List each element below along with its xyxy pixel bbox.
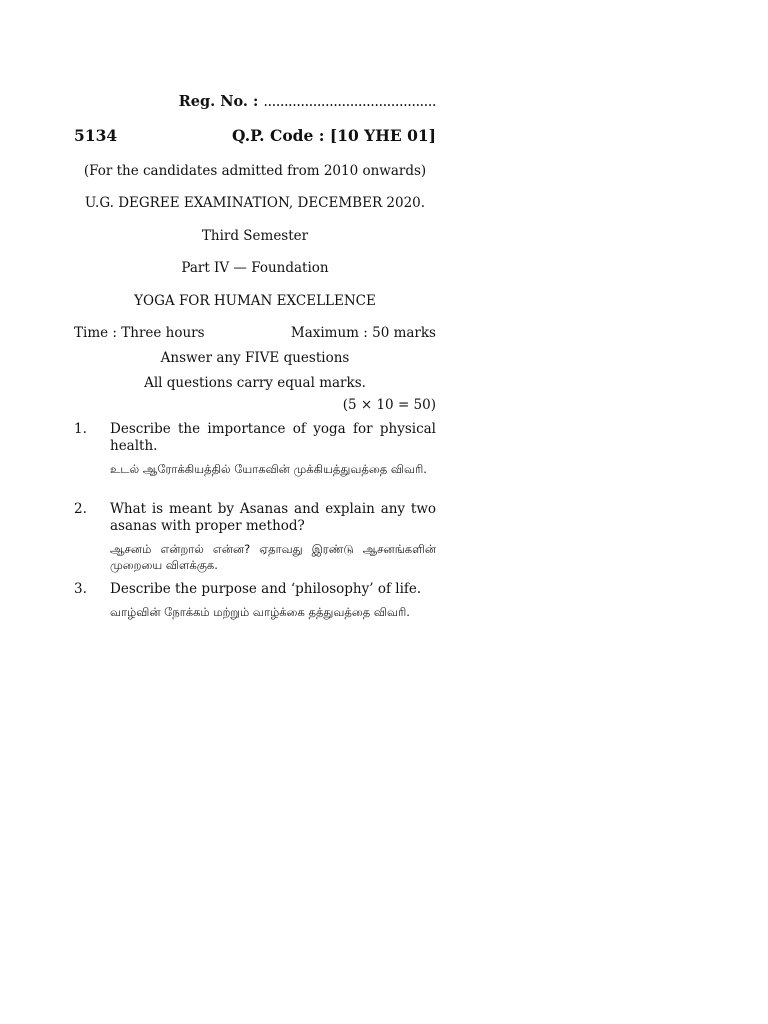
question-number: 3. xyxy=(74,581,87,597)
qp-code: Q.P. Code : [10 YHE 01] xyxy=(231,126,436,145)
paper-number: 5134 xyxy=(74,126,118,145)
question-body xyxy=(110,581,436,620)
question-text-tamil: ஆசனம் என்றால் என்ன? ஏதாவது இரண்டு ஆசனங்களின் முறையை விளக்குக. xyxy=(110,542,436,572)
question-number: 1. xyxy=(74,421,87,437)
part-title: Part IV — Foundation xyxy=(181,260,329,276)
semester: Third Semester xyxy=(201,228,309,244)
answer-instruction: Answer any FIVE questions xyxy=(160,350,350,366)
maximum-marks: Maximum : 50 marks xyxy=(290,325,436,341)
marks-formula: (5 × 10 = 50) xyxy=(342,397,436,413)
question-number: 2. xyxy=(74,501,87,517)
question-paper xyxy=(74,0,436,1024)
reg-no-label: Reg. No. : xyxy=(178,93,259,110)
question-text-english: What is meant by Asanas and explain any two asanas with proper method? xyxy=(110,501,436,534)
reg-no-field xyxy=(74,93,436,111)
subject-title: YOGA FOR HUMAN EXCELLENCE xyxy=(134,293,376,309)
equal-marks-note: All questions carry equal marks. xyxy=(144,375,366,391)
question-text-tamil: வாழ்வின் நோக்கம் மற்றும் வாழ்க்கை தத்துவத்தை விவரி. xyxy=(110,605,410,619)
question-text-tamil: உடல் ஆரோக்கியத்தில் யோகவின் முக்கியத்துவத்தை விவரி. xyxy=(110,462,427,476)
question-body xyxy=(110,501,436,573)
admission-note: (For the candidates admitted from 2010 onwards) xyxy=(83,163,427,179)
question-text-english: Describe the purpose and ‘philosophy’ of life. xyxy=(110,581,422,597)
exam-title: U.G. DEGREE EXAMINATION, DECEMBER 2020. xyxy=(84,195,426,211)
time-allowed: Time : Three hours xyxy=(74,325,205,341)
reg-no-blank: .......................................... xyxy=(263,94,436,110)
question-text-english: Describe the importance of yoga for physical health. xyxy=(110,421,436,454)
question-body xyxy=(110,421,436,477)
